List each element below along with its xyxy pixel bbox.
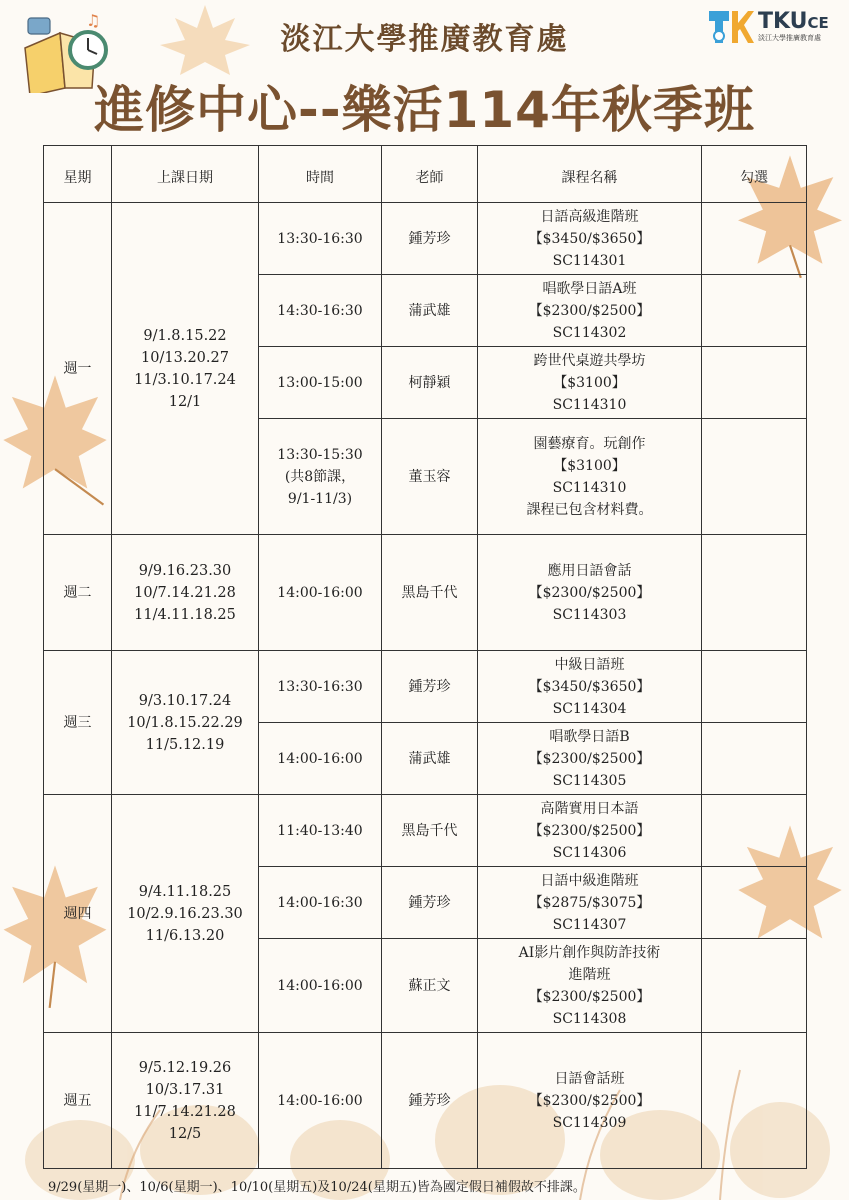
table-header-row bbox=[44, 146, 807, 203]
teacher-cell: 蒲武雄 bbox=[382, 275, 478, 347]
course-cell bbox=[478, 939, 702, 1033]
teacher-cell: 鍾芳珍 bbox=[382, 1033, 478, 1169]
text-line: 高階實用日本語 bbox=[540, 800, 639, 817]
time-cell bbox=[259, 795, 382, 867]
text-line: 11/6.13.20 bbox=[145, 927, 225, 944]
org-title: 淡江大學推廣教育處 bbox=[280, 22, 569, 57]
text-line: 【$3450/$3650】 bbox=[528, 230, 651, 247]
text-line: SC114310 bbox=[552, 396, 627, 413]
header-dates: 上課日期 bbox=[112, 146, 259, 203]
course-cell bbox=[478, 419, 702, 535]
text-line: 14:00-16:00 bbox=[277, 977, 363, 994]
course-cell bbox=[478, 867, 702, 939]
table-row bbox=[44, 535, 807, 651]
logo-subtext: 淡江大學推廣教育處 bbox=[758, 34, 821, 42]
course-cell bbox=[478, 651, 702, 723]
teacher-cell: 蒲武雄 bbox=[382, 723, 478, 795]
text-line: 11/5.12.19 bbox=[145, 736, 225, 753]
course-cell bbox=[478, 203, 702, 275]
text-line: 9/1-11/3) bbox=[287, 490, 353, 507]
select-checkbox-cell[interactable] bbox=[702, 275, 807, 347]
text-line: 10/2.9.16.23.30 bbox=[127, 905, 243, 922]
time-cell bbox=[259, 347, 382, 419]
text-line: 10/7.14.21.28 bbox=[134, 584, 236, 601]
text-line: AI影片創作與防詐技術 bbox=[518, 944, 661, 961]
header-teacher: 老師 bbox=[382, 146, 478, 203]
text-line: 【$2300/$2500】 bbox=[528, 988, 651, 1005]
dates-cell bbox=[112, 1033, 259, 1169]
weekday-cell: 週二 bbox=[44, 535, 112, 651]
teacher-cell: 鍾芳珍 bbox=[382, 651, 478, 723]
text-line: 12/5 bbox=[168, 1125, 202, 1142]
text-line: 【$3100】 bbox=[553, 457, 626, 474]
text-line: SC114309 bbox=[552, 1114, 627, 1131]
select-checkbox-cell[interactable] bbox=[702, 651, 807, 723]
time-cell bbox=[259, 203, 382, 275]
page-title: 進修中心--樂活114年秋季班 bbox=[94, 81, 755, 139]
text-line: 14:00-16:00 bbox=[277, 1092, 363, 1109]
course-schedule-table bbox=[43, 145, 807, 1169]
text-line: SC114302 bbox=[552, 324, 627, 341]
table-row bbox=[44, 651, 807, 723]
text-line: 13:30-16:30 bbox=[277, 230, 363, 247]
text-line: 唱歌學日語A班 bbox=[542, 280, 637, 297]
text-line: SC114306 bbox=[552, 844, 627, 861]
text-line: 14:00-16:00 bbox=[277, 584, 363, 601]
time-cell bbox=[259, 651, 382, 723]
teacher-cell: 黑島千代 bbox=[382, 535, 478, 651]
text-line: 14:00-16:30 bbox=[277, 894, 363, 911]
select-checkbox-cell[interactable] bbox=[702, 419, 807, 535]
time-cell bbox=[259, 1033, 382, 1169]
text-line: 11:40-13:40 bbox=[277, 822, 363, 839]
weekday-cell: 週一 bbox=[44, 203, 112, 535]
text-line: 9/4.11.18.25 bbox=[138, 883, 232, 900]
text-line: 日語中級進階班 bbox=[540, 872, 639, 889]
text-line: 10/1.8.15.22.29 bbox=[127, 714, 243, 731]
course-cell bbox=[478, 795, 702, 867]
text-line: 【$2300/$2500】 bbox=[528, 1092, 651, 1109]
teacher-cell: 董玉容 bbox=[382, 419, 478, 535]
course-cell bbox=[478, 275, 702, 347]
time-cell bbox=[259, 275, 382, 347]
text-line: 【$2300/$2500】 bbox=[528, 302, 651, 319]
dates-cell bbox=[112, 651, 259, 795]
text-line: 日語高級進階班 bbox=[540, 208, 639, 225]
text-line: 13:30-16:30 bbox=[277, 678, 363, 695]
course-cell bbox=[478, 535, 702, 651]
header-weekday: 星期 bbox=[44, 146, 112, 203]
table-row bbox=[44, 795, 807, 867]
text-line: 14:00-16:00 bbox=[277, 750, 363, 767]
teacher-cell: 鍾芳珍 bbox=[382, 203, 478, 275]
teacher-cell: 柯靜穎 bbox=[382, 347, 478, 419]
weekday-cell: 週三 bbox=[44, 651, 112, 795]
text-line: 跨世代桌遊共學坊 bbox=[533, 352, 646, 369]
logo-wordmark: TKU bbox=[758, 9, 808, 34]
table-row bbox=[44, 1033, 807, 1169]
logo-wordmark-suffix: CE bbox=[807, 14, 829, 32]
text-line: (共8節課， bbox=[284, 468, 356, 485]
text-line: 13:00-15:00 bbox=[277, 374, 363, 391]
text-line: 進階班 bbox=[568, 966, 611, 983]
text-line: SC114307 bbox=[552, 916, 627, 933]
text-line: SC114308 bbox=[552, 1010, 627, 1027]
text-line: 11/3.10.17.24 bbox=[134, 371, 236, 388]
text-line: 【$3100】 bbox=[553, 374, 626, 391]
text-line: 9/3.10.17.24 bbox=[138, 692, 232, 709]
text-line: 【$2875/$3075】 bbox=[528, 894, 651, 911]
teacher-cell: 鍾芳珍 bbox=[382, 867, 478, 939]
select-checkbox-cell[interactable] bbox=[702, 867, 807, 939]
text-line: 12/1 bbox=[168, 393, 202, 410]
text-line: 【$2300/$2500】 bbox=[528, 750, 651, 767]
text-line: 中級日語班 bbox=[554, 656, 625, 673]
teacher-cell: 黑島千代 bbox=[382, 795, 478, 867]
weekday-cell: 週四 bbox=[44, 795, 112, 1033]
time-cell bbox=[259, 535, 382, 651]
text-line: 11/4.11.18.25 bbox=[134, 606, 236, 623]
header-time: 時間 bbox=[259, 146, 382, 203]
text-line: 11/7.14.21.28 bbox=[134, 1103, 236, 1120]
text-line: 唱歌學日語B bbox=[549, 728, 630, 745]
text-line: 13:30-15:30 bbox=[277, 446, 363, 463]
time-cell bbox=[259, 419, 382, 535]
text-line: 課程已包含材料費。 bbox=[526, 501, 653, 518]
table-row bbox=[44, 203, 807, 275]
text-line: 應用日語會話 bbox=[547, 562, 632, 579]
text-line: 【$2300/$2500】 bbox=[528, 584, 651, 601]
select-checkbox-cell[interactable] bbox=[702, 795, 807, 867]
text-line: 【$3450/$3650】 bbox=[528, 678, 651, 695]
text-line: 日語會話班 bbox=[554, 1070, 625, 1087]
course-cell bbox=[478, 347, 702, 419]
time-cell bbox=[259, 867, 382, 939]
text-line: 9/9.16.23.30 bbox=[138, 562, 232, 579]
weekday-cell: 週五 bbox=[44, 1033, 112, 1169]
time-cell bbox=[259, 723, 382, 795]
text-line: SC114303 bbox=[552, 606, 627, 623]
dates-cell bbox=[112, 535, 259, 651]
text-line: 園藝療育。玩創作 bbox=[533, 435, 646, 452]
text-line: 14:30-16:30 bbox=[277, 302, 363, 319]
course-cell bbox=[478, 723, 702, 795]
text-line: 10/3.17.31 bbox=[145, 1081, 225, 1098]
text-line: 9/5.12.19.26 bbox=[138, 1059, 232, 1076]
dates-cell bbox=[112, 203, 259, 535]
text-line: SC114305 bbox=[552, 772, 627, 789]
select-checkbox-cell[interactable] bbox=[702, 535, 807, 651]
text-line: 9/1.8.15.22 bbox=[143, 327, 227, 344]
text-line: SC114310 bbox=[552, 479, 627, 496]
time-cell bbox=[259, 939, 382, 1033]
header-select: 勾選 bbox=[702, 146, 807, 203]
text-line: 【$2300/$2500】 bbox=[528, 822, 651, 839]
select-checkbox-cell[interactable] bbox=[702, 723, 807, 795]
course-cell bbox=[478, 1033, 702, 1169]
text-line: SC114304 bbox=[552, 700, 627, 717]
header-course-name: 課程名稱 bbox=[478, 146, 702, 203]
footer-note: 9/29(星期一)、10/6(星期一)、10/10(星期五)及10/24(星期五)皆為國定假日補假故不排課。 bbox=[48, 1180, 586, 1195]
select-checkbox-cell[interactable] bbox=[702, 1033, 807, 1169]
teacher-cell: 蘇正文 bbox=[382, 939, 478, 1033]
select-checkbox-cell[interactable] bbox=[702, 203, 807, 275]
select-checkbox-cell[interactable] bbox=[702, 347, 807, 419]
text-line: 10/13.20.27 bbox=[141, 349, 229, 366]
text-line: SC114301 bbox=[552, 252, 627, 269]
dates-cell bbox=[112, 795, 259, 1033]
svg-text:♫: ♫ bbox=[86, 11, 101, 30]
select-checkbox-cell[interactable] bbox=[702, 939, 807, 1033]
